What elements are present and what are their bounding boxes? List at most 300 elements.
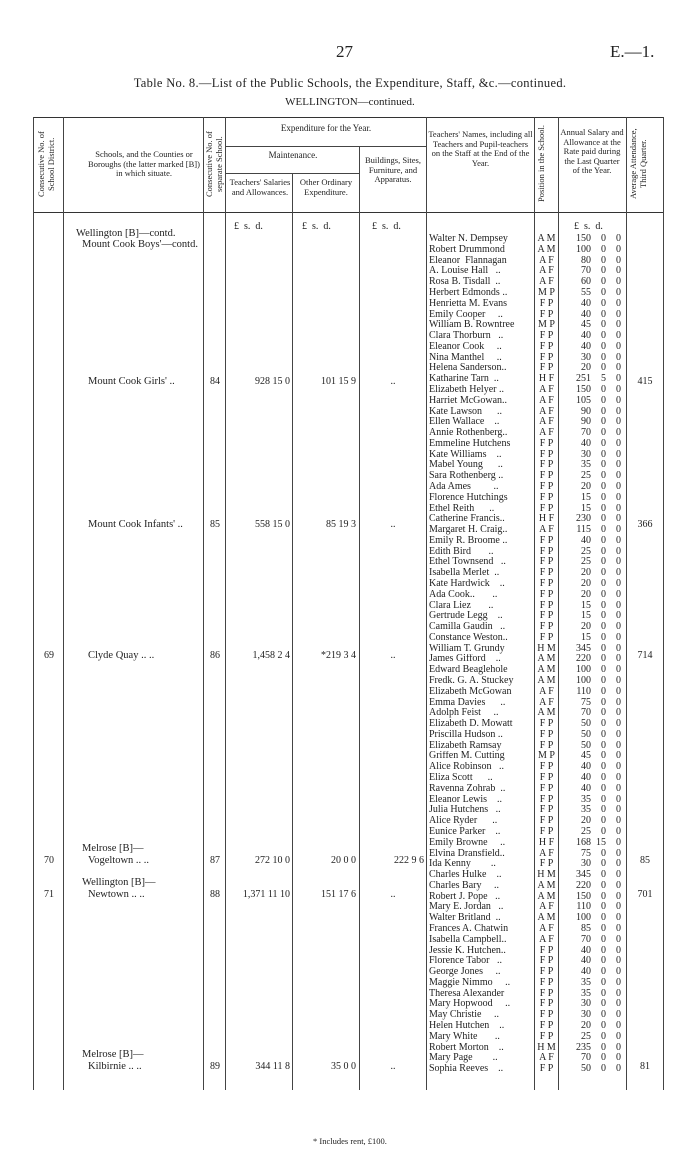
school-no: 84 xyxy=(210,376,220,387)
teacher-salary-shillings: 0 xyxy=(601,513,606,525)
teacher-position: F P xyxy=(539,502,554,514)
teacher-salary-pounds: 30 xyxy=(581,351,591,363)
teacher-position: F P xyxy=(539,944,554,956)
teacher-salary-shillings: 0 xyxy=(601,912,606,924)
teacher-position: A M xyxy=(537,912,556,924)
teacher-name: A. Louise Hall .. xyxy=(429,266,501,277)
teacher-salary-shillings: 0 xyxy=(601,578,606,589)
page-code: E.—1. xyxy=(610,42,655,61)
teacher-salary-pounds: 150 xyxy=(576,383,591,395)
teacher-salary-pence: 0 xyxy=(616,254,621,266)
teacher-salary-shillings: 0 xyxy=(601,286,606,298)
teacher-salary-pence: 0 xyxy=(616,621,621,633)
teacher-salary-shillings: 0 xyxy=(601,825,606,837)
teacher-salary-shillings: 0 xyxy=(601,987,606,999)
teacher-salary-pounds: 45 xyxy=(581,750,591,762)
teacher-salary-shillings: 0 xyxy=(601,534,606,546)
teacher-position: A F xyxy=(539,427,554,438)
teacher-salary-shillings: 0 xyxy=(601,524,606,536)
school-salaries: 272 10 0 xyxy=(255,855,290,866)
teacher-salary-pence: 0 xyxy=(616,308,621,320)
teacher-salary-pounds: 20 xyxy=(581,362,591,374)
teacher-salary-shillings: 0 xyxy=(601,276,606,288)
school-buildings: 222 9 6 xyxy=(394,855,424,866)
col-line xyxy=(663,117,664,1090)
teacher-name: Sophia Reeves .. xyxy=(429,1064,504,1075)
teacher-salary-pence: 0 xyxy=(616,987,621,999)
header-annual: Annual Salary and Allowance at the Rate paid during the Last Quarter of the Year. xyxy=(560,127,624,175)
teacher-position: A F xyxy=(539,922,554,934)
teacher-salary-pounds: 220 xyxy=(576,653,591,665)
teacher-name: Isabella Merlet .. xyxy=(429,568,500,579)
school-buildings: .. xyxy=(390,1061,396,1072)
school-attendance: 415 xyxy=(637,376,653,387)
teacher-name: George Jones .. xyxy=(429,967,501,977)
school-buildings: .. xyxy=(390,519,396,530)
teacher-salary-pounds: 40 xyxy=(581,340,591,352)
teacher-salary-shillings: 0 xyxy=(601,340,606,352)
teacher-salary-pounds: 15 xyxy=(581,502,591,514)
teacher-salary-shillings: 0 xyxy=(601,351,606,363)
school-name: Clyde Quay .. .. xyxy=(88,650,155,661)
teacher-position: F P xyxy=(539,1019,554,1031)
teacher-name: Ida Kenny .. xyxy=(429,859,496,870)
teacher-salary-pence: 0 xyxy=(616,933,621,945)
teacher-salary-pounds: 100 xyxy=(576,912,591,924)
teacher-name: Emmeline Hutchens xyxy=(429,438,511,449)
teacher-salary-pence: 0 xyxy=(616,416,621,428)
teacher-name: Gertrude Legg .. xyxy=(429,611,503,622)
teacher-salary-pence: 0 xyxy=(616,491,621,503)
teacher-name: Ada Cook.. .. xyxy=(429,589,498,600)
teacher-salary-pounds: 30 xyxy=(581,858,591,870)
teacher-salary-shillings: 0 xyxy=(601,545,606,557)
currency-other: £ s. d. xyxy=(302,221,331,232)
teacher-position: A M xyxy=(537,233,556,244)
teacher-salary-pounds: 40 xyxy=(581,297,591,309)
teacher-salary-pence: 0 xyxy=(616,696,621,708)
currency-annual: £ s. d. xyxy=(574,221,603,232)
teacher-name: Margaret H. Craig.. xyxy=(429,525,508,536)
teacher-salary-pounds: 15 xyxy=(581,610,591,622)
teacher-salary-pounds: 25 xyxy=(581,1030,591,1042)
teacher-salary-pence: 0 xyxy=(616,265,621,277)
teacher-name: Theresa Alexander xyxy=(429,988,505,999)
teacher-name: Edith Bird .. xyxy=(429,546,494,557)
school-line1: Melrose [B]— xyxy=(82,1049,144,1060)
col-line xyxy=(558,117,559,1090)
teacher-salary-shillings: 0 xyxy=(601,879,606,891)
teacher-salary-shillings: 0 xyxy=(601,308,606,320)
teacher-name: Robert Morton .. xyxy=(429,1042,504,1053)
teacher-salary-pounds: 100 xyxy=(576,675,591,686)
teacher-salary-pounds: 30 xyxy=(581,998,591,1010)
teacher-salary-pence: 0 xyxy=(616,502,621,514)
teacher-salary-pounds: 40 xyxy=(581,534,591,546)
school-name: Mount Cook Girls' .. xyxy=(88,376,175,387)
school-name: Mount Cook Infants' .. xyxy=(88,519,183,530)
teacher-salary-shillings: 0 xyxy=(601,480,606,492)
teacher-salary-pence: 0 xyxy=(616,319,621,331)
teacher-position: H F xyxy=(538,836,555,848)
teacher-salary-shillings: 0 xyxy=(601,631,606,643)
teacher-name: Clara Thorburn .. xyxy=(429,331,504,341)
header-expenditure: Expenditure for the Year. xyxy=(280,123,372,133)
teacher-salary-pounds: 25 xyxy=(581,825,591,837)
teacher-name: Frances A. Chatwin xyxy=(429,923,509,934)
teacher-salary-pence: 0 xyxy=(616,998,621,1010)
teacher-salary-pounds: 35 xyxy=(581,976,591,988)
district-no: 71 xyxy=(44,889,54,900)
teacher-salary-pence: 0 xyxy=(616,664,621,676)
teacher-position: A M xyxy=(537,243,556,255)
teacher-salary-pounds: 90 xyxy=(581,416,591,428)
currency-buildings: £ s. d. xyxy=(372,221,401,232)
teacher-salary-pounds: 40 xyxy=(581,955,591,967)
teacher-position: F P xyxy=(539,772,554,783)
teacher-position: F P xyxy=(539,739,554,751)
teacher-salary-shillings: 0 xyxy=(601,427,606,438)
school-salaries: 1,458 2 4 xyxy=(252,650,290,661)
teacher-position: A F xyxy=(539,254,554,266)
teacher-salary-pounds: 110 xyxy=(576,901,591,913)
school-no: 85 xyxy=(210,519,220,530)
teacher-salary-shillings: 0 xyxy=(601,976,606,988)
teacher-salary-pence: 0 xyxy=(616,330,621,341)
teacher-salary-pence: 0 xyxy=(616,761,621,773)
teacher-salary-pence: 0 xyxy=(616,631,621,643)
school-no: 88 xyxy=(210,889,220,900)
teacher-salary-pounds: 115 xyxy=(576,524,591,536)
teacher-name: Robert Drummond xyxy=(429,244,505,255)
teacher-salary-pounds: 105 xyxy=(576,394,591,406)
teacher-salary-pounds: 235 xyxy=(576,1041,591,1053)
school-buildings: .. xyxy=(390,650,396,661)
teacher-position: F P xyxy=(539,955,554,967)
teacher-name: Emily Cooper .. xyxy=(429,309,503,320)
teacher-position: F P xyxy=(539,621,554,633)
teacher-salary-pence: 0 xyxy=(616,340,621,352)
teacher-position: M P xyxy=(538,286,555,298)
teacher-position: A F xyxy=(539,685,554,697)
teacher-salary-pence: 0 xyxy=(616,750,621,762)
teacher-salary-pence: 0 xyxy=(616,448,621,460)
col-line xyxy=(225,117,226,1090)
teacher-salary-pence: 0 xyxy=(616,707,621,719)
header-teachers: Teachers' Names, including all Teachers and Pupil-teachers on the Staff at the End of the Year. xyxy=(428,129,533,168)
col-line xyxy=(292,211,293,1090)
school-attendance: 366 xyxy=(637,519,653,530)
teacher-salary-pence: 0 xyxy=(616,1063,621,1075)
teacher-name: Kate Lawson .. xyxy=(429,406,503,417)
teacher-position: A F xyxy=(539,696,554,708)
teacher-salary-shillings: 0 xyxy=(601,1030,606,1042)
school-line1: Wellington [B]— xyxy=(82,877,156,888)
teacher-position: M P xyxy=(538,319,555,331)
teacher-name: Constance Weston.. xyxy=(429,632,508,643)
teacher-position: A F xyxy=(539,847,554,859)
teacher-salary-pence: 0 xyxy=(616,675,621,686)
teacher-salary-pounds: 35 xyxy=(581,987,591,999)
teacher-position: F P xyxy=(539,459,554,471)
school-line1: Wellington [B]—contd. xyxy=(76,228,176,239)
teacher-salary-pounds: 40 xyxy=(581,944,591,956)
teacher-salary-shillings: 0 xyxy=(601,901,606,913)
teacher-position: H M xyxy=(537,1041,556,1053)
teacher-name: Mary E. Jordan .. xyxy=(429,902,504,913)
teacher-name: Rosa B. Tisdall .. xyxy=(429,277,501,288)
teacher-salary-pounds: 168 xyxy=(576,836,591,848)
teacher-salary-shillings: 0 xyxy=(601,675,606,686)
teacher-position: F P xyxy=(539,470,554,482)
school-buildings: .. xyxy=(390,889,396,900)
teacher-position: A F xyxy=(539,265,554,277)
teacher-name: Elvina Dransfield.. xyxy=(429,848,505,859)
teacher-name: Julia Hutchens .. xyxy=(429,805,501,816)
teacher-salary-pounds: 25 xyxy=(581,470,591,482)
teacher-salary-shillings: 0 xyxy=(601,966,606,977)
teacher-name: Elizabeth McGowan xyxy=(429,686,512,697)
footnote: * Includes rent, £100. xyxy=(313,1136,387,1146)
teacher-name: Isabella Campbell.. xyxy=(429,934,507,945)
teacher-position: A M xyxy=(537,890,556,902)
teacher-salary-shillings: 0 xyxy=(601,739,606,751)
teacher-salary-shillings: 0 xyxy=(601,599,606,611)
teacher-position: F P xyxy=(539,567,554,579)
header-district: Consecutive No. of School District. xyxy=(36,131,56,197)
header-position: Position in the School. xyxy=(536,125,546,203)
teacher-position: A F xyxy=(539,416,554,428)
teacher-position: F P xyxy=(539,545,554,557)
teacher-name: Florence Hutchings xyxy=(429,492,508,503)
teacher-name: Florence Tabor .. xyxy=(429,956,502,967)
teacher-salary-shillings: 0 xyxy=(601,491,606,503)
teacher-salary-pounds: 35 xyxy=(581,793,591,805)
teacher-position: F P xyxy=(539,578,554,589)
teacher-salary-pence: 0 xyxy=(616,922,621,934)
teacher-position: F P xyxy=(539,1063,554,1075)
teacher-salary-pounds: 70 xyxy=(581,1052,591,1064)
teacher-name: Elizabeth Ramsay xyxy=(429,740,502,751)
teacher-position: F P xyxy=(539,718,554,730)
teacher-salary-shillings: 0 xyxy=(601,470,606,482)
school-no: 86 xyxy=(210,650,220,661)
teacher-name: Eleanor Cook .. xyxy=(429,341,502,352)
teacher-name: Emily R. Broome .. xyxy=(429,535,508,546)
teacher-salary-pounds: 20 xyxy=(581,621,591,633)
teacher-salary-pence: 0 xyxy=(616,588,621,600)
teacher-salary-pence: 0 xyxy=(616,394,621,406)
school-other: 20 0 0 xyxy=(331,855,356,866)
header-buildings: Buildings, Sites, Furniture, and Apparatus. xyxy=(365,155,421,184)
teacher-salary-pence: 0 xyxy=(616,815,621,827)
teacher-salary-pence: 0 xyxy=(616,480,621,492)
teacher-salary-shillings: 0 xyxy=(601,567,606,579)
teacher-salary-pounds: 100 xyxy=(576,664,591,676)
teacher-name: Helena Sanderson.. xyxy=(429,363,507,374)
teacher-salary-shillings: 0 xyxy=(601,319,606,331)
teacher-position: F P xyxy=(539,448,554,460)
teacher-position: A F xyxy=(539,1052,554,1064)
teacher-salary-shillings: 0 xyxy=(601,243,606,255)
teacher-salary-pounds: 20 xyxy=(581,815,591,827)
teacher-salary-pence: 0 xyxy=(616,718,621,730)
teacher-salary-shillings: 0 xyxy=(601,405,606,417)
header-other: Other Ordinary Expenditure. xyxy=(299,177,353,197)
teacher-salary-shillings: 0 xyxy=(601,922,606,934)
teacher-position: F P xyxy=(539,631,554,643)
teacher-position: F P xyxy=(539,599,554,611)
teacher-name: Walter Britland .. xyxy=(429,913,501,924)
teacher-salary-shillings: 0 xyxy=(601,933,606,945)
teacher-salary-pence: 0 xyxy=(616,685,621,697)
teacher-salary-pence: 0 xyxy=(616,405,621,417)
teacher-salary-pounds: 15 xyxy=(581,491,591,503)
teacher-salary-pence: 0 xyxy=(616,1009,621,1021)
teacher-salary-shillings: 0 xyxy=(601,502,606,514)
teacher-salary-shillings: 0 xyxy=(601,1019,606,1031)
district-no: 70 xyxy=(44,855,54,866)
teacher-salary-shillings: 5 xyxy=(601,373,606,385)
teacher-position: F P xyxy=(539,966,554,977)
teacher-salary-shillings: 0 xyxy=(601,772,606,783)
teacher-name: Emily Browne .. xyxy=(429,837,506,848)
teacher-salary-shillings: 15 xyxy=(596,836,606,848)
teacher-position: F P xyxy=(539,761,554,773)
school-other: 101 15 9 xyxy=(321,376,356,387)
teacher-position: F P xyxy=(539,362,554,374)
teacher-salary-pence: 0 xyxy=(616,858,621,870)
teacher-salary-pence: 0 xyxy=(616,362,621,374)
header-salaries: Teachers' Salaries and Allowances. xyxy=(229,177,291,197)
teacher-salary-pence: 0 xyxy=(616,297,621,309)
teacher-name: Eliza Scott .. xyxy=(429,773,493,783)
teacher-salary-pounds: 40 xyxy=(581,772,591,783)
teacher-salary-pounds: 345 xyxy=(576,642,591,654)
teacher-name: Mary Page .. xyxy=(429,1053,498,1064)
teacher-name: Mary Hopwood .. xyxy=(429,999,511,1010)
teacher-position: A F xyxy=(539,524,554,536)
teacher-name: Sara Rothenberg .. xyxy=(429,471,504,482)
school-no: 87 xyxy=(210,855,220,866)
teacher-salary-pounds: 80 xyxy=(581,254,591,266)
table-subtitle: WELLINGTON—continued. xyxy=(285,96,415,108)
teacher-salary-shillings: 0 xyxy=(601,998,606,1010)
teacher-name: Robert J. Pope .. xyxy=(429,891,501,902)
teacher-position: F P xyxy=(539,815,554,827)
school-attendance: 81 xyxy=(640,1061,650,1072)
teacher-salary-pence: 0 xyxy=(616,524,621,536)
teacher-name: Eleanor Flannagan xyxy=(429,255,507,266)
school-no: 89 xyxy=(210,1061,220,1072)
teacher-salary-shillings: 0 xyxy=(601,1009,606,1021)
teacher-salary-pounds: 50 xyxy=(581,728,591,740)
teacher-position: H F xyxy=(538,373,555,385)
teacher-salary-shillings: 0 xyxy=(601,750,606,762)
school-other: 85 19 3 xyxy=(326,519,356,530)
teacher-position: F P xyxy=(539,308,554,320)
teacher-salary-pounds: 85 xyxy=(581,922,591,934)
teacher-salary-pence: 0 xyxy=(616,944,621,956)
teacher-salary-shillings: 0 xyxy=(601,847,606,859)
teacher-position: F P xyxy=(539,480,554,492)
teacher-name: Alice Robinson .. xyxy=(429,762,504,773)
teacher-salary-pence: 0 xyxy=(616,437,621,449)
teacher-position: H F xyxy=(538,513,555,525)
header-maintenance: Maintenance. xyxy=(268,150,318,160)
teacher-salary-pence: 0 xyxy=(616,1041,621,1053)
teacher-salary-pence: 0 xyxy=(616,642,621,654)
teacher-salary-shillings: 0 xyxy=(601,448,606,460)
school-other: 151 17 6 xyxy=(321,889,356,900)
teacher-salary-pounds: 55 xyxy=(581,286,591,298)
teacher-position: F P xyxy=(539,976,554,988)
teacher-position: A M xyxy=(537,653,556,665)
teacher-salary-shillings: 0 xyxy=(601,556,606,568)
teacher-salary-pence: 0 xyxy=(616,869,621,880)
teacher-salary-shillings: 0 xyxy=(601,362,606,374)
teacher-position: A M xyxy=(537,879,556,891)
teacher-position: A M xyxy=(537,707,556,719)
teacher-salary-pence: 0 xyxy=(616,847,621,859)
teacher-position: F P xyxy=(539,1009,554,1021)
school-salaries: 928 15 0 xyxy=(255,376,290,387)
teacher-salary-pounds: 100 xyxy=(576,243,591,255)
teacher-position: F P xyxy=(539,340,554,352)
teacher-salary-shillings: 0 xyxy=(601,890,606,902)
teacher-salary-pounds: 230 xyxy=(576,513,591,525)
col-line xyxy=(63,117,64,1090)
teacher-salary-pence: 0 xyxy=(616,286,621,298)
teacher-salary-shillings: 0 xyxy=(601,707,606,719)
teacher-salary-pounds: 20 xyxy=(581,1019,591,1031)
teacher-name: Fredk. G. A. Stuckey xyxy=(429,676,514,686)
teacher-name: Herbert Edmonds .. xyxy=(429,287,508,298)
rule-maintenance xyxy=(226,173,360,174)
teacher-name: Clara Liez .. xyxy=(429,600,494,611)
school-attendance: 85 xyxy=(640,855,650,866)
teacher-name: Nina Manthel .. xyxy=(429,352,502,363)
teacher-salary-shillings: 0 xyxy=(601,330,606,341)
teacher-salary-shillings: 0 xyxy=(601,642,606,654)
teacher-position: F P xyxy=(539,588,554,600)
col-line xyxy=(426,117,427,1090)
teacher-salary-shillings: 0 xyxy=(601,394,606,406)
teacher-salary-pence: 0 xyxy=(616,901,621,913)
school-salaries: 558 15 0 xyxy=(255,519,290,530)
teacher-salary-pounds: 25 xyxy=(581,545,591,557)
teacher-name: Eleanor Lewis .. xyxy=(429,794,503,805)
teacher-salary-shillings: 0 xyxy=(601,858,606,870)
teacher-salary-pence: 0 xyxy=(616,976,621,988)
teacher-name: Priscilla Hudson .. xyxy=(429,729,503,740)
header-schools: Schools, and the Counties or Boroughs (the latter marked [B]) in which situate. xyxy=(88,149,200,178)
teacher-salary-shillings: 0 xyxy=(601,383,606,395)
teacher-salary-pence: 0 xyxy=(616,1052,621,1064)
teacher-salary-pence: 0 xyxy=(616,739,621,751)
teacher-salary-pence: 0 xyxy=(616,513,621,525)
currency-salaries: £ s. d. xyxy=(234,221,263,232)
teacher-name: Charles Hulke .. xyxy=(429,870,502,880)
teacher-salary-shillings: 0 xyxy=(601,718,606,730)
teacher-salary-pounds: 30 xyxy=(581,448,591,460)
teacher-position: A F xyxy=(539,933,554,945)
teacher-salary-pounds: 110 xyxy=(576,685,591,697)
teacher-salary-pounds: 75 xyxy=(581,696,591,708)
teacher-position: A F xyxy=(539,276,554,288)
teacher-salary-shillings: 0 xyxy=(601,804,606,816)
teacher-name: Helen Hutchen .. xyxy=(429,1020,505,1031)
